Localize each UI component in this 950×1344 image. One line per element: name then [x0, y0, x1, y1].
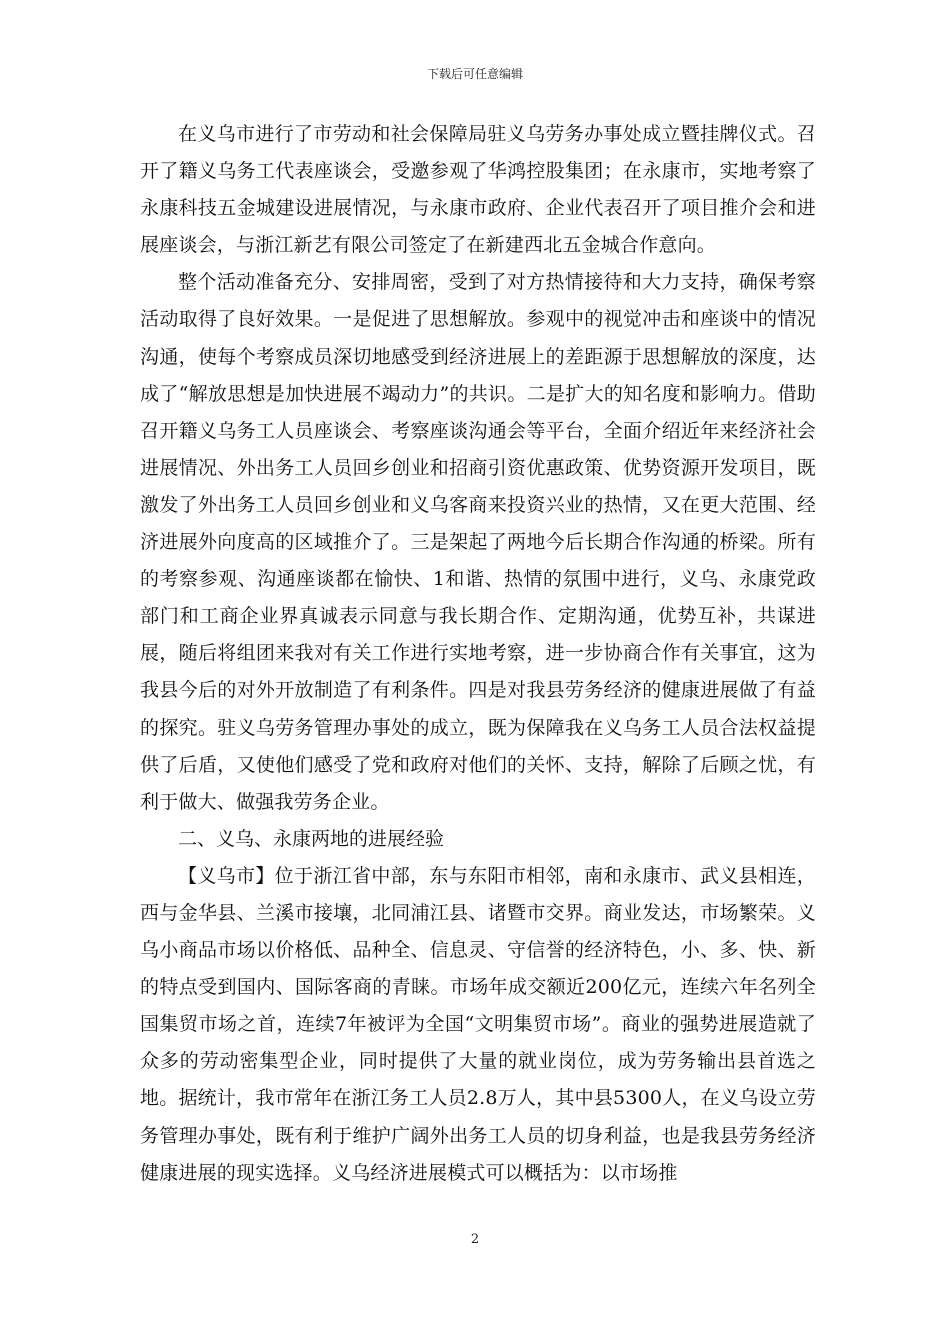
page-number: 2	[470, 1232, 480, 1247]
paragraph-activities: 在义乌市进行了市劳动和社会保障局驻义乌劳务办事处成立暨挂牌仪式。召开了籍义乌务工代表座谈会，受邀参观了华鸿控股集团；在永康市，实地考察了永康科技五金城建设进展情况，与永康市政府、企业代表召开了项目推介会和进展座谈会，与浙江新艺有限公司签定了在新建西北五金城合作意向。	[140, 123, 816, 257]
paragraph-results: 整个活动准备充分、安排周密，受到了对方热情接待和大力支持，确保考察活动取得了良好效果。一是促进了思想解放。参观中的视觉冲击和座谈中的情况沟通，使每个考察成员深切地感受到经济进展上的差距源于思想解放的深度，达成了“解放思想是加快进展不竭动力”的共识。二是扩大的知名度和影响力。借助召开籍义乌务工人员座谈会、考察座谈沟通会等平台，全面介绍近年来经济社会进展情况、外出务工人员回乡创业和招商引资优惠政策、优势资源开发项目，既激发了外出务工人员回乡创业和义乌客商来投资兴业的热情，又在更大范围、经济进展外向度高的区域推介了。三是架起了两地今后长期合作沟通的桥梁。所有的考察参观、沟通座谈都在愉快、1和谐、热情的氛围中进行，义乌、永康党政部门和工商企业界真诚表示同意与我长期合作、定期沟通，优势互补，共谋进展，随后将组团来我对有关工作进行实地考察，进一步协商合作有关事宜，这为我县今后的对外开放制造了有利条件。四是对我县劳务经济的健康进展做了有益的探究。驻义乌劳务管理办事处的成立，既为保障我在义乌务工人员合法权益提供了后盾，又使他们感受了党和政府对他们的关怀、支持，解除了后顾之忧，有利于做大、做强我劳务企业。	[140, 271, 816, 813]
page-header: 下载后可任意编辑	[426, 67, 523, 81]
paragraph-yiwu: 【义乌市】位于浙江省中部，东与东阳市相邻，南和永康市、武义县相连，西与金华县、兰溪市接壤，北同浦江县、诸暨市交界。商业发达，市场繁荣。义乌小商品市场以价格低、品种全、信息灵、守信誉的经济特色，小、多、快、新的特点受到国内、国际客商的青睐。市场年成交额近200亿元，连续六年名列全国集贸市场之首，连续7年被评为全国“文明集贸市场”。商业的强势进展造就了众多的劳动密集型企业，同时提供了大量的就业岗位，成为劳务输出县首选之地。据统计，我市常年在浙江务工人员2.8万人，其中县5300人，在义乌设立劳务管理办事处，既有利于维护广阔外出务工人员的切身利益，也是我县劳务经济健康进展的现实选择。义乌经济进展模式可以概括为：以市场推	[140, 864, 816, 1184]
document-body	[140, 116, 816, 1192]
section-title: 二、义乌、永康两地的进展经验	[178, 827, 445, 850]
